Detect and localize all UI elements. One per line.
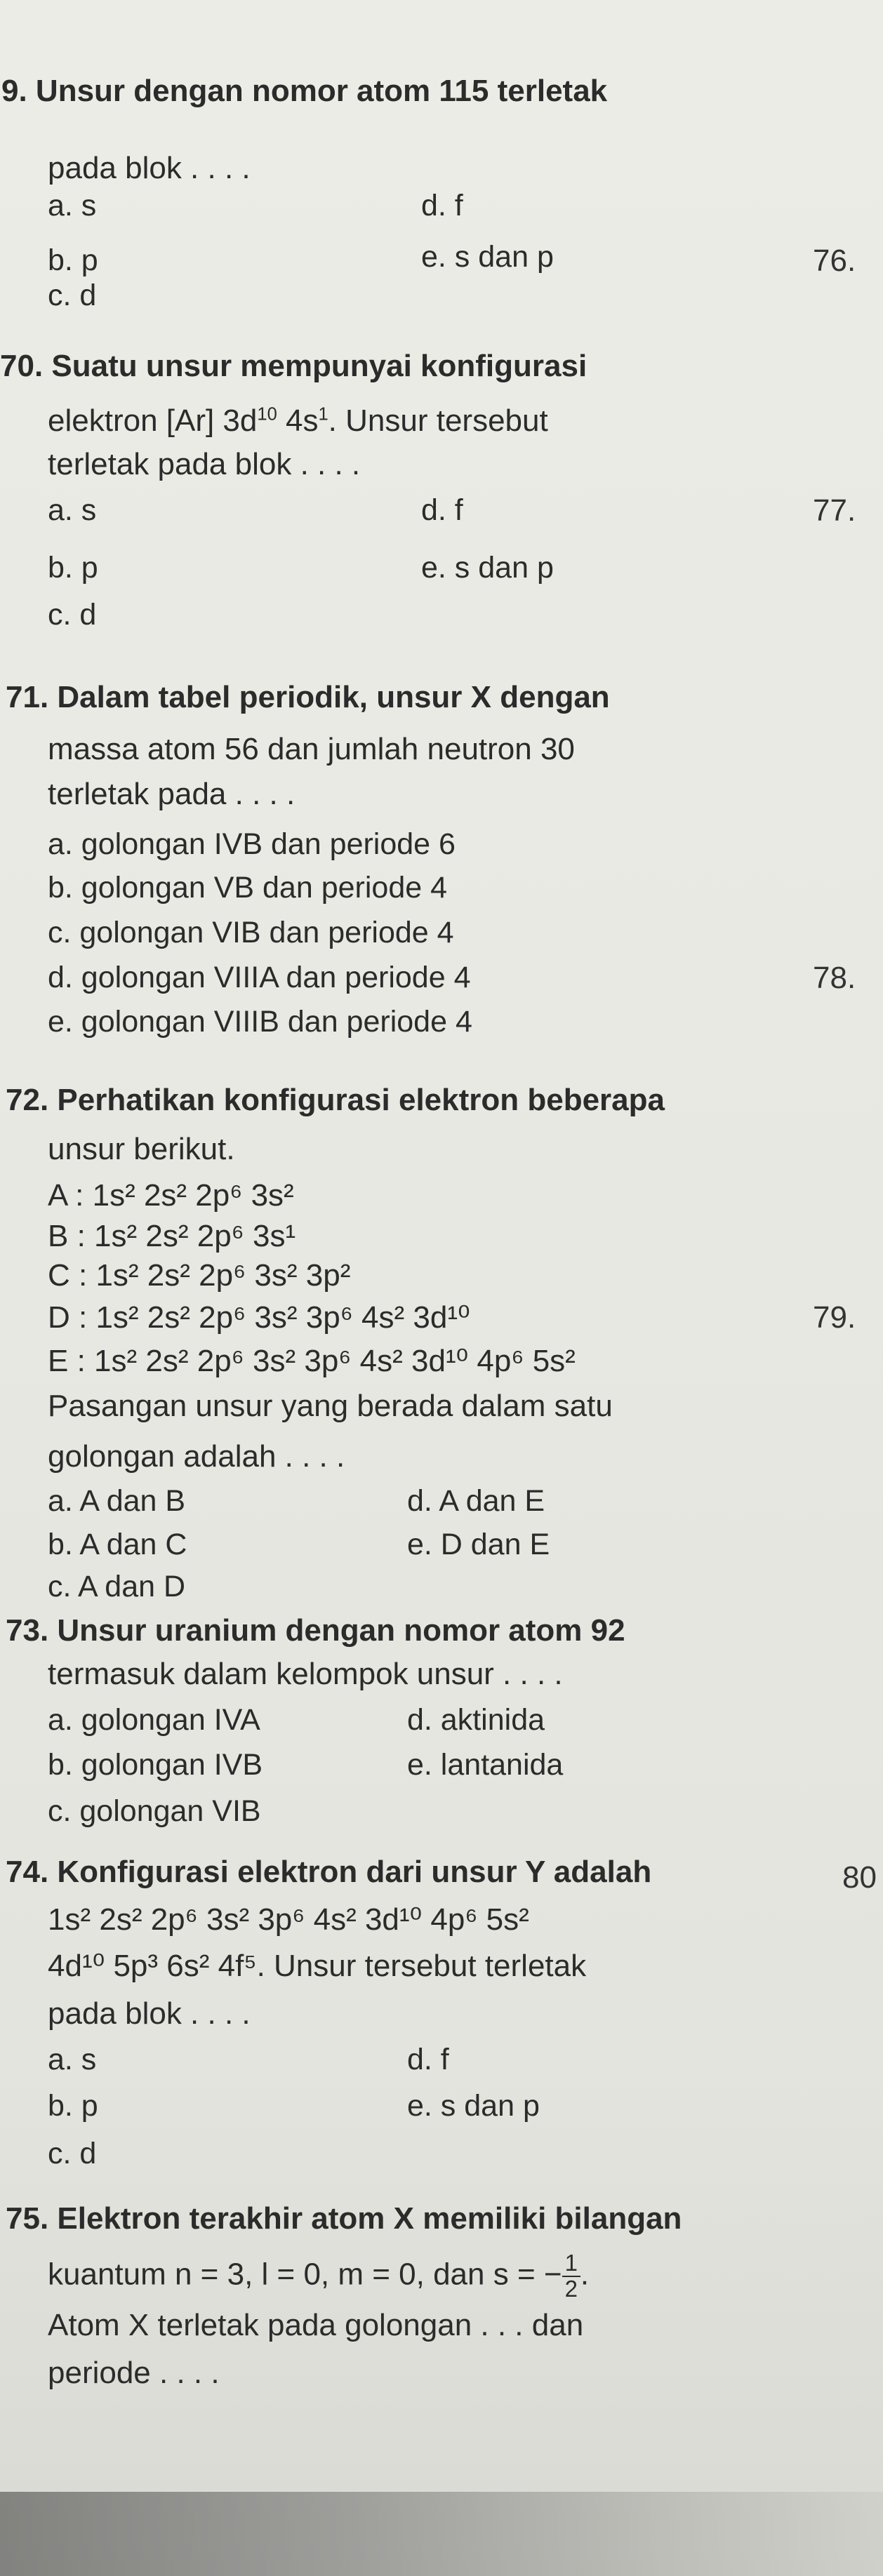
- q71-option-b[interactable]: b. golongan VB dan periode 4: [48, 871, 448, 905]
- q75-fraction: $\frac{1}{2}$: [562, 2251, 580, 2301]
- q69-stem-line1: 9. Unsur dengan nomor atom 115 terletak: [1, 74, 608, 108]
- q75-stem-line4: periode . . . .: [48, 2356, 220, 2390]
- q69-stem-line2: pada blok . . . .: [48, 151, 251, 185]
- q73-option-e[interactable]: e. lantanida: [407, 1748, 564, 1782]
- q72-stem-line4: golongan adalah . . . .: [48, 1439, 345, 1474]
- q74-option-d[interactable]: d. f: [407, 2043, 449, 2076]
- q75-stem-line3: Atom X terletak pada golongan . . . dan: [48, 2308, 584, 2342]
- photo-shadow: [0, 2492, 883, 2576]
- q72-config-b: B : 1s² 2s² 2p⁶ 3s¹: [48, 1219, 296, 1253]
- q72-config-c: C : 1s² 2s² 2p⁶ 3s² 3p²: [48, 1258, 351, 1293]
- q69-option-e[interactable]: e. s dan p: [421, 240, 554, 274]
- q73-stem-line2: termasuk dalam kelompok unsur . . . .: [48, 1657, 563, 1691]
- q69-option-b[interactable]: b. p: [48, 243, 98, 277]
- q74-config-line2: 4d¹⁰ 5p³ 6s² 4f⁵. Unsur tersebut terletak: [48, 1949, 587, 1983]
- q72-option-a[interactable]: a. A dan B: [48, 1484, 186, 1518]
- q71-stem-line3: terletak pada . . . .: [48, 777, 296, 811]
- q72-stem-line2: unsur berikut.: [48, 1132, 235, 1166]
- q70-option-c[interactable]: c. d: [48, 598, 97, 632]
- q74-config-line1: 1s² 2s² 2p⁶ 3s² 3p⁶ 4s² 3d¹⁰ 4p⁶ 5s²: [48, 1902, 529, 1937]
- q70-stem-line3: terletak pada blok . . . .: [48, 447, 361, 481]
- q74-option-a[interactable]: a. s: [48, 2043, 97, 2076]
- q73-option-c[interactable]: c. golongan VIB: [48, 1794, 261, 1828]
- q70-option-e[interactable]: e. s dan p: [421, 551, 554, 585]
- q72-config-a: A : 1s² 2s² 2p⁶ 3s²: [48, 1178, 294, 1213]
- q73-option-b[interactable]: b. golongan IVB: [48, 1748, 263, 1782]
- q72-config-e: E : 1s² 2s² 2p⁶ 3s² 3p⁶ 4s² 3d¹⁰ 4p⁶ 5s²: [48, 1344, 576, 1378]
- q72-option-e[interactable]: e. D dan E: [407, 1528, 550, 1561]
- q70-option-b[interactable]: b. p: [48, 551, 98, 585]
- q72-option-d[interactable]: d. A dan E: [407, 1484, 545, 1518]
- q71-stem-line1: 71. Dalam tabel periodik, unsur X dengan: [6, 680, 610, 714]
- q73-option-a[interactable]: a. golongan IVA: [48, 1703, 260, 1737]
- q70-option-d[interactable]: d. f: [421, 493, 463, 527]
- q75-stem-line2: kuantum n = 3, l = 0, m = 0, dan s = − $\frac{1}{2}$ .: [48, 2250, 590, 2302]
- q69-option-a[interactable]: a. s: [48, 189, 97, 222]
- q73-stem-line1: 73. Unsur uranium dengan nomor atom 92: [6, 1613, 625, 1648]
- q72-config-d: D : 1s² 2s² 2p⁶ 3s² 3p⁶ 4s² 3d¹⁰: [48, 1300, 470, 1335]
- q72-option-b[interactable]: b. A dan C: [48, 1528, 187, 1561]
- q74-option-c[interactable]: c. d: [48, 2137, 97, 2170]
- q72-stem-line1: 72. Perhatikan konfigurasi elektron beberapa: [6, 1083, 665, 1117]
- q74-stem-line1: 74. Konfigurasi elektron dari unsur Y adalah: [6, 1855, 652, 1889]
- q74-stem-line3: pada blok . . . .: [48, 1996, 251, 2031]
- q75-stem-line1: 75. Elektron terakhir atom X memiliki bilangan: [6, 2201, 682, 2236]
- q69-option-c[interactable]: c. d: [48, 279, 97, 312]
- q71-option-d[interactable]: d. golongan VIIIA dan periode 4: [48, 961, 471, 994]
- q71-option-c[interactable]: c. golongan VIB dan periode 4: [48, 916, 454, 949]
- q73-option-d[interactable]: d. aktinida: [407, 1703, 545, 1737]
- side-number-77: 77.: [813, 493, 856, 528]
- q70-stem-line1: 70. Suatu unsur mempunyai konfigurasi: [0, 349, 587, 383]
- q72-stem-line3: Pasangan unsur yang berada dalam satu: [48, 1389, 613, 1423]
- side-number-78: 78.: [813, 961, 856, 995]
- side-number-80: 80: [842, 1860, 877, 1895]
- q71-option-e[interactable]: e. golongan VIIIB dan periode 4: [48, 1005, 472, 1039]
- q69-option-d[interactable]: d. f: [421, 189, 463, 222]
- q70-stem-line2: elektron [Ar] $3d^{10}$ $4s^1$. Unsur tersebut: [48, 403, 548, 438]
- q70-option-a[interactable]: a. s: [48, 493, 97, 527]
- q72-option-c[interactable]: c. A dan D: [48, 1570, 186, 1603]
- side-number-79: 79.: [813, 1300, 856, 1335]
- q71-stem-line2: massa atom 56 dan jumlah neutron 30: [48, 732, 575, 766]
- q74-option-e[interactable]: e. s dan p: [407, 2089, 540, 2123]
- q74-option-b[interactable]: b. p: [48, 2089, 98, 2123]
- side-number-76: 76.: [813, 243, 856, 278]
- q71-option-a[interactable]: a. golongan IVB dan periode 6: [48, 827, 456, 861]
